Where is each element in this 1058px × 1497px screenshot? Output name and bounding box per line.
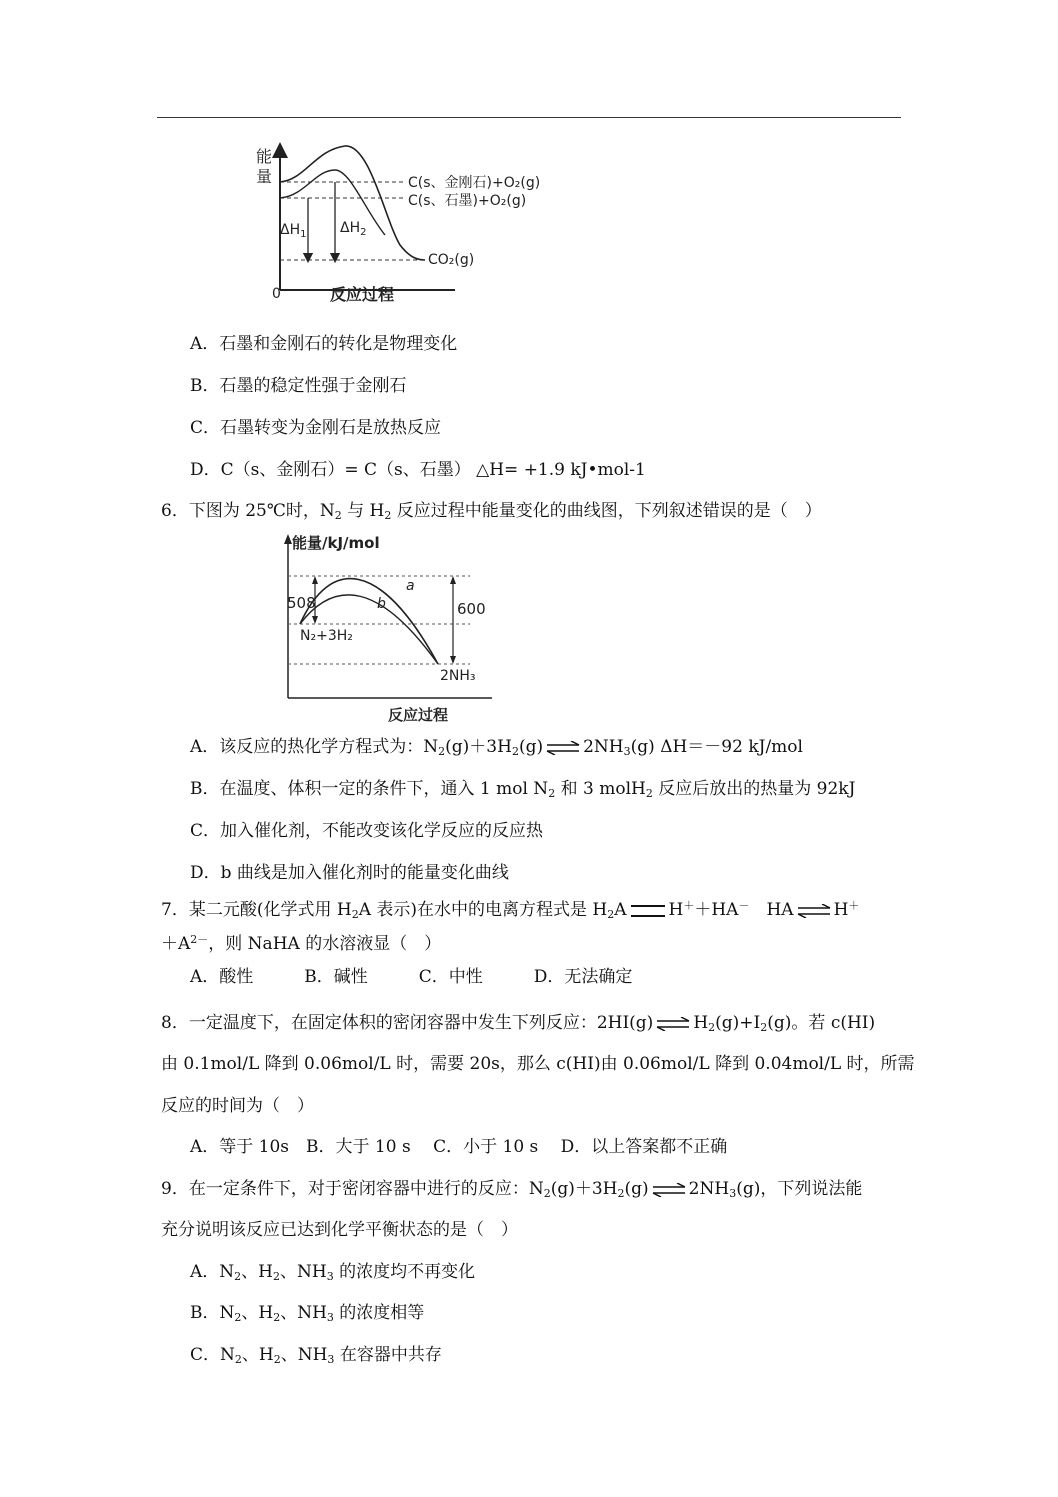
x-axis-label: 反应过程 [330,285,395,304]
value-508: 508 [287,594,316,612]
q8-stem-line2: 由 0.1mol/L 降到 0.06mol/L 时，需要 20s，那么 c(HI)由 0.06mol/L 降到 0.04mol/L 时，所需 [161,1054,915,1074]
equilibrium-arrow-icon [651,1183,687,1197]
q6-option-a: A．该反应的热化学方程式为：$N_2(g)+3H_2(g)$ $2NH_3(g)$ ΔH＝－92 kJ/mol [190,737,803,758]
level-co2-label: CO₂(g) [428,252,475,268]
curve-a [300,579,438,664]
q9-option-a: A．$N_2$、$H_2$、$NH_3$ 的浓度均不再变化 [190,1262,476,1283]
q5-option-d: D．C（s、金刚石）= C（s、石墨） △H= +1.9 kJ•mol-1 [190,460,646,480]
level-graphite-label: C(s、石墨)+O₂(g) [408,193,527,209]
energy-diagram-ammonia [270,528,500,728]
equals-sign-icon [631,905,665,917]
equilibrium-arrow-icon [545,741,581,755]
q6-stem: 6．下图为 25℃时，$N_2$ 与 $H_2$ 反应过程中能量变化的曲线图，下列叙述错误的是（ ） [161,501,822,522]
q6-option-b: B．在温度、体积一定的条件下，通入 1 mol $N_2$ 和 3 molH$_2$ 反应后放出的热量为 92kJ [190,779,856,800]
level-diamond-label: C(s、金刚石)+O₂(g) [408,175,541,191]
q7-stem-line2: $+A^{2-}$，则 NaHA 的水溶液显（ ） [161,933,442,954]
q9-stem-line2: 充分说明该反应已达到化学平衡状态的是（ ） [161,1220,518,1240]
curve-b-label: b [377,596,386,612]
q6-option-d: D．b 曲线是加入催化剂时的能量变化曲线 [190,863,509,883]
q8-options: A．等于 10s B．大于 10 s C．小于 10 s D．以上答案都不正确 [190,1137,728,1157]
curve-diamond [280,146,425,260]
y-axis-label-bottom: 量 [256,167,273,186]
product-label: 2NH₃ [440,668,476,684]
energy-diagram-carbon [250,140,580,310]
q8-stem-line1: 8．一定温度下，在固定体积的密闭容器中发生下列反应：2HI(g) $H_2(g)+I_2(g)$。若 c(HI) [161,1013,876,1034]
q5-option-a: A．石墨和金刚石的转化是物理变化 [190,334,458,354]
equilibrium-arrow-icon [796,904,832,918]
q6-option-c: C．加入催化剂，不能改变该化学反应的反应热 [190,821,544,841]
q9-option-b: B．$N_2$、$H_2$、$NH_3$ 的浓度相等 [190,1303,425,1324]
y-axis-label: 能量/kJ/mol [292,534,380,552]
dh2-label: $\Delta H_2$ [340,220,367,238]
equilibrium-arrow-icon [655,1017,691,1031]
header-rule [157,117,901,118]
q9-stem-line1: 9．在一定条件下，对于密闭容器中进行的反应：$N_2(g)+3H_2(g)$ $2NH_3(g)$，下列说法能 [161,1179,863,1200]
x-axis-label: 反应过程 [388,706,449,724]
y-axis-label-top: 能 [256,147,273,166]
dh1-label: $\Delta H_1$ [280,222,307,240]
origin-label: 0 [272,286,281,302]
q5-option-b: B．石墨的稳定性强于金刚石 [190,376,407,396]
value-600: 600 [457,600,486,618]
q7-options: A．酸性 B．碱性 C．中性 D．无法确定 [190,967,633,987]
curve-a-label: a [406,578,415,594]
q5-option-c: C．石墨转变为金刚石是放热反应 [190,418,442,438]
q9-option-c: C．$N_2$、$H_2$、$NH_3$ 在容器中共存 [190,1345,442,1366]
q8-stem-line3: 反应的时间为（ ） [161,1096,314,1116]
q7-stem-line1: 7．某二元酸(化学式用 $H_2A$ 表示)在水中的电离方程式是 $H_2A$ H＋＋HA－ HA H＋ [161,899,860,921]
reactants-label: N₂+3H₂ [300,628,353,644]
